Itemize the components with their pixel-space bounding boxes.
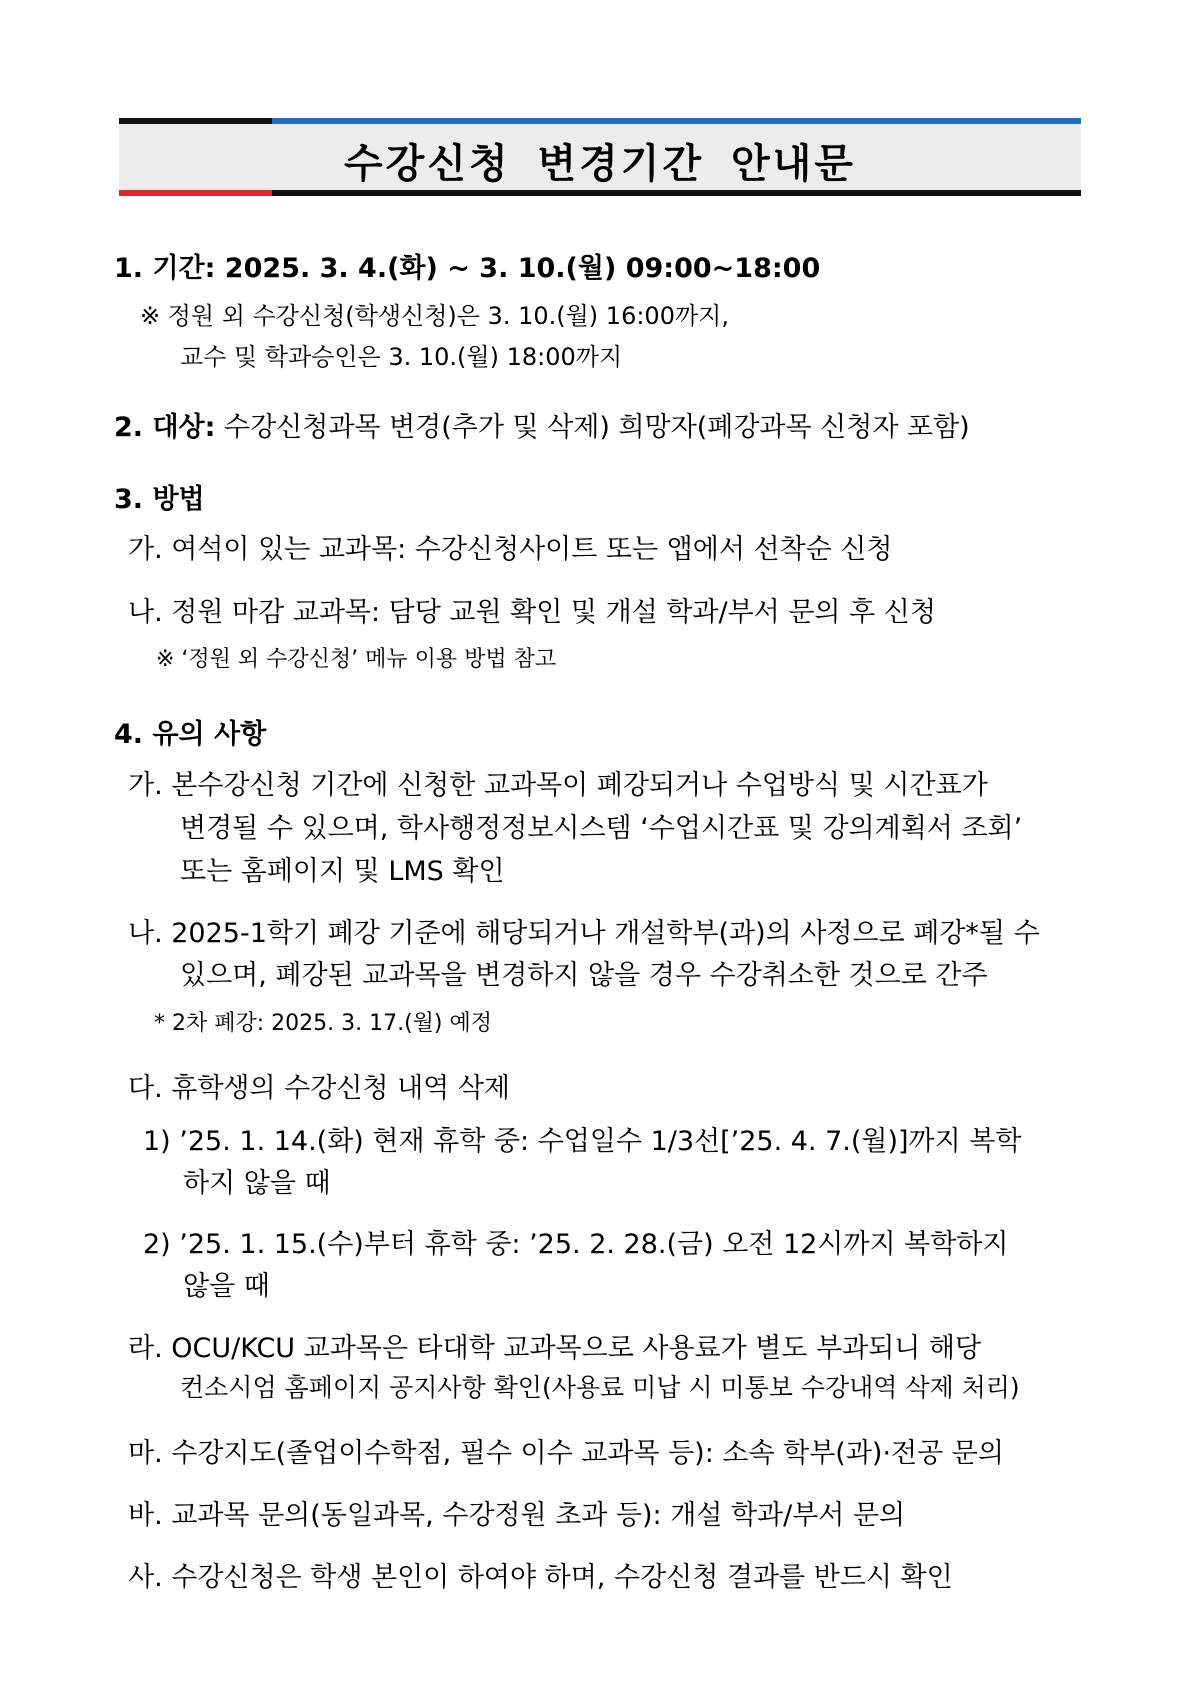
banner-bottom-black-segment xyxy=(272,190,1081,196)
section-4-item-g: 사. 수강신청은 학생 본인이 하여야 하며, 수강신청 결과를 반드시 확인 xyxy=(128,1562,953,1593)
section-4-item-b-note: * 2차 폐강: 2025. 3. 17.(월) 예정 xyxy=(154,1011,493,1036)
banner-top-black-segment xyxy=(119,118,272,124)
section-2-label: 2. 대상: xyxy=(114,412,216,443)
section-4-item-a-line-1: 가. 본수강신청 기간에 신청한 교과목이 폐강되거나 수업방식 및 시간표가 xyxy=(128,770,988,801)
banner-bottom-red-segment xyxy=(119,190,272,196)
title-banner xyxy=(119,118,1081,196)
section-2-text: 수강신청과목 변경(추가 및 삭제) 희망자(폐강과목 신청자 포함) xyxy=(224,412,970,443)
banner-top-blue-segment xyxy=(272,118,1081,124)
banner-bottom-bar xyxy=(119,190,1081,196)
section-4-item-d-line-1: 라. OCU/KCU 교과목은 타대학 교과목으로 사용료가 별도 부과되니 해당 xyxy=(128,1333,982,1364)
section-4-item-d-line-2: 컨소시엄 홈페이지 공지사항 확인(사용료 미납 시 미통보 수강내역 삭제 처리) xyxy=(180,1373,1020,1402)
section-4-item-e: 마. 수강지도(졸업이수학점, 필수 이수 교과목 등): 소속 학부(과)·전공 문의 xyxy=(128,1438,1004,1469)
section-4-item-a-line-3: 또는 홈페이지 및 LMS 확인 xyxy=(180,856,505,887)
section-3-heading: 3. 방법 xyxy=(114,484,205,515)
section-4-item-c2-line-2: 않을 때 xyxy=(183,1271,270,1302)
section-4-item-c1-line-2: 하지 않을 때 xyxy=(183,1168,331,1199)
section-4-item-f: 바. 교과목 문의(동일과목, 수강정원 초과 등): 개설 학과/부서 문의 xyxy=(128,1500,906,1531)
section-1-note-1: ※ 정원 외 수강신청(학생신청)은 3. 10.(월) 16:00까지, xyxy=(140,302,729,330)
section-4-item-a-line-2: 변경될 수 있으며, 학사행정정보시스템 ‘수업시간표 및 강의계획서 조회’ xyxy=(180,813,1023,844)
section-4-heading: 4. 유의 사항 xyxy=(114,719,267,750)
section-4-item-c2-line-1: 2) ’25. 1. 15.(수)부터 휴학 중: ’25. 2. 28.(금) 오전 12시까지 복학하지 xyxy=(143,1229,1009,1260)
section-3-item-b: 나. 정원 마감 교과목: 담당 교원 확인 및 개설 학과/부서 문의 후 신청 xyxy=(128,597,936,628)
section-3-item-b-note: ※ ‘정원 외 수강신청’ 메뉴 이용 방법 참고 xyxy=(156,647,557,672)
section-1-note-2: 교수 및 학과승인은 3. 10.(월) 18:00까지 xyxy=(180,343,623,371)
page-title: 수강신청 변경기간 안내문 xyxy=(344,141,856,187)
section-4-item-c1-line-1: 1) ’25. 1. 14.(화) 현재 휴학 중: 수업일수 1/3선[’25. 4. 7.(월)]까지 복학 xyxy=(143,1126,1022,1157)
section-4-item-b-line-1: 나. 2025-1학기 폐강 기준에 해당되거나 개설학부(과)의 사정으로 폐강*될 수 xyxy=(128,918,1040,949)
banner-top-bar xyxy=(119,118,1081,124)
section-4-item-c: 다. 휴학생의 수강신청 내역 삭제 xyxy=(128,1073,510,1104)
section-2 xyxy=(114,405,970,444)
section-3-item-a: 가. 여석이 있는 교과목: 수강신청사이트 또는 앱에서 선착순 신청 xyxy=(128,534,893,565)
section-4-item-b-line-2: 있으며, 폐강된 교과목을 변경하지 않을 경우 수강취소한 것으로 간주 xyxy=(180,960,988,991)
section-1-heading: 1. 기간: 2025. 3. 4.(화) ~ 3. 10.(월) 09:00~18:00 xyxy=(114,253,821,284)
